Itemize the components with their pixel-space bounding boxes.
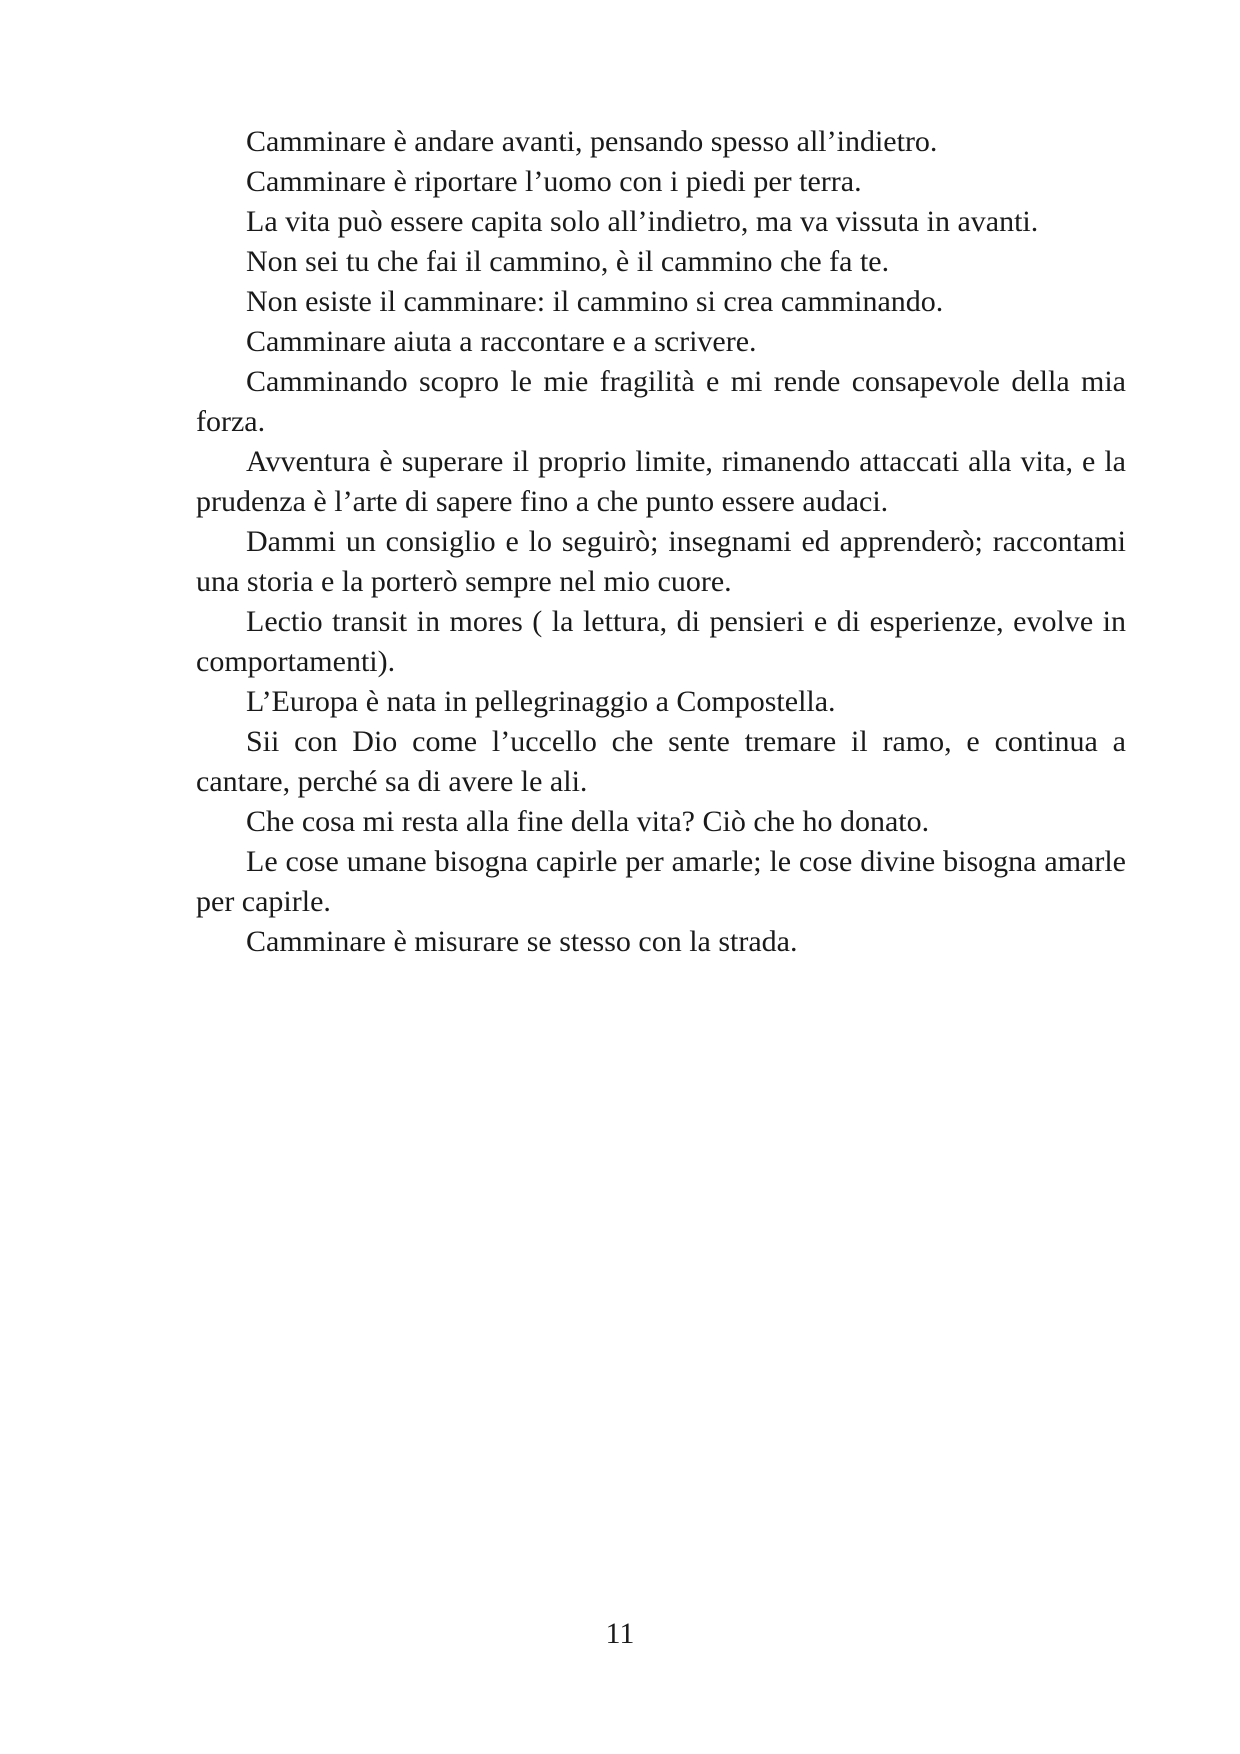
- paragraph: Non esiste il camminare: il cammino si crea camminando.: [246, 285, 944, 318]
- paragraph: Camminare è andare avanti, pensando spesso all’indietro.: [246, 125, 938, 158]
- paragraph: Che cosa mi resta alla fine della vita? Ciò che ho donato.: [246, 805, 930, 838]
- paragraph: Avventura è superare il proprio limite, rimanendo attaccati alla vita, e la prudenza è l’arte di sapere fino a che punto essere audaci.: [196, 445, 1126, 518]
- paragraph: L’Europa è nata in pellegrinaggio a Compostella.: [246, 685, 836, 718]
- paragraph: Camminando scopro le mie fragilità e mi rende consapevole della mia forza.: [196, 365, 1126, 438]
- paragraph: Dammi un consiglio e lo seguirò; insegnami ed apprenderò; raccontami una storia e la porterò sempre nel mio cuore.: [196, 525, 1126, 598]
- paragraph: Non sei tu che fai il cammino, è il cammino che fa te.: [246, 245, 890, 278]
- paragraph: Camminare è misurare se stesso con la strada.: [246, 925, 798, 958]
- body-text: [196, 122, 1126, 962]
- paragraph: Le cose umane bisogna capirle per amarle; le cose divine bisogna amarle per capirle.: [196, 845, 1126, 918]
- page-number: 11: [605, 1617, 635, 1650]
- paragraph: Lectio transit in mores ( la lettura, di pensieri e di esperienze, evolve in comportamenti).: [196, 605, 1126, 678]
- paragraph: La vita può essere capita solo all’indietro, ma va vissuta in avanti.: [246, 205, 1039, 238]
- paragraph: Camminare è riportare l’uomo con i piedi per terra.: [246, 165, 862, 198]
- paragraph: Camminare aiuta a raccontare e a scrivere.: [246, 325, 757, 358]
- paragraph: Sii con Dio come l’uccello che sente tremare il ramo, e continua a cantare, perché sa di avere le ali.: [196, 725, 1126, 798]
